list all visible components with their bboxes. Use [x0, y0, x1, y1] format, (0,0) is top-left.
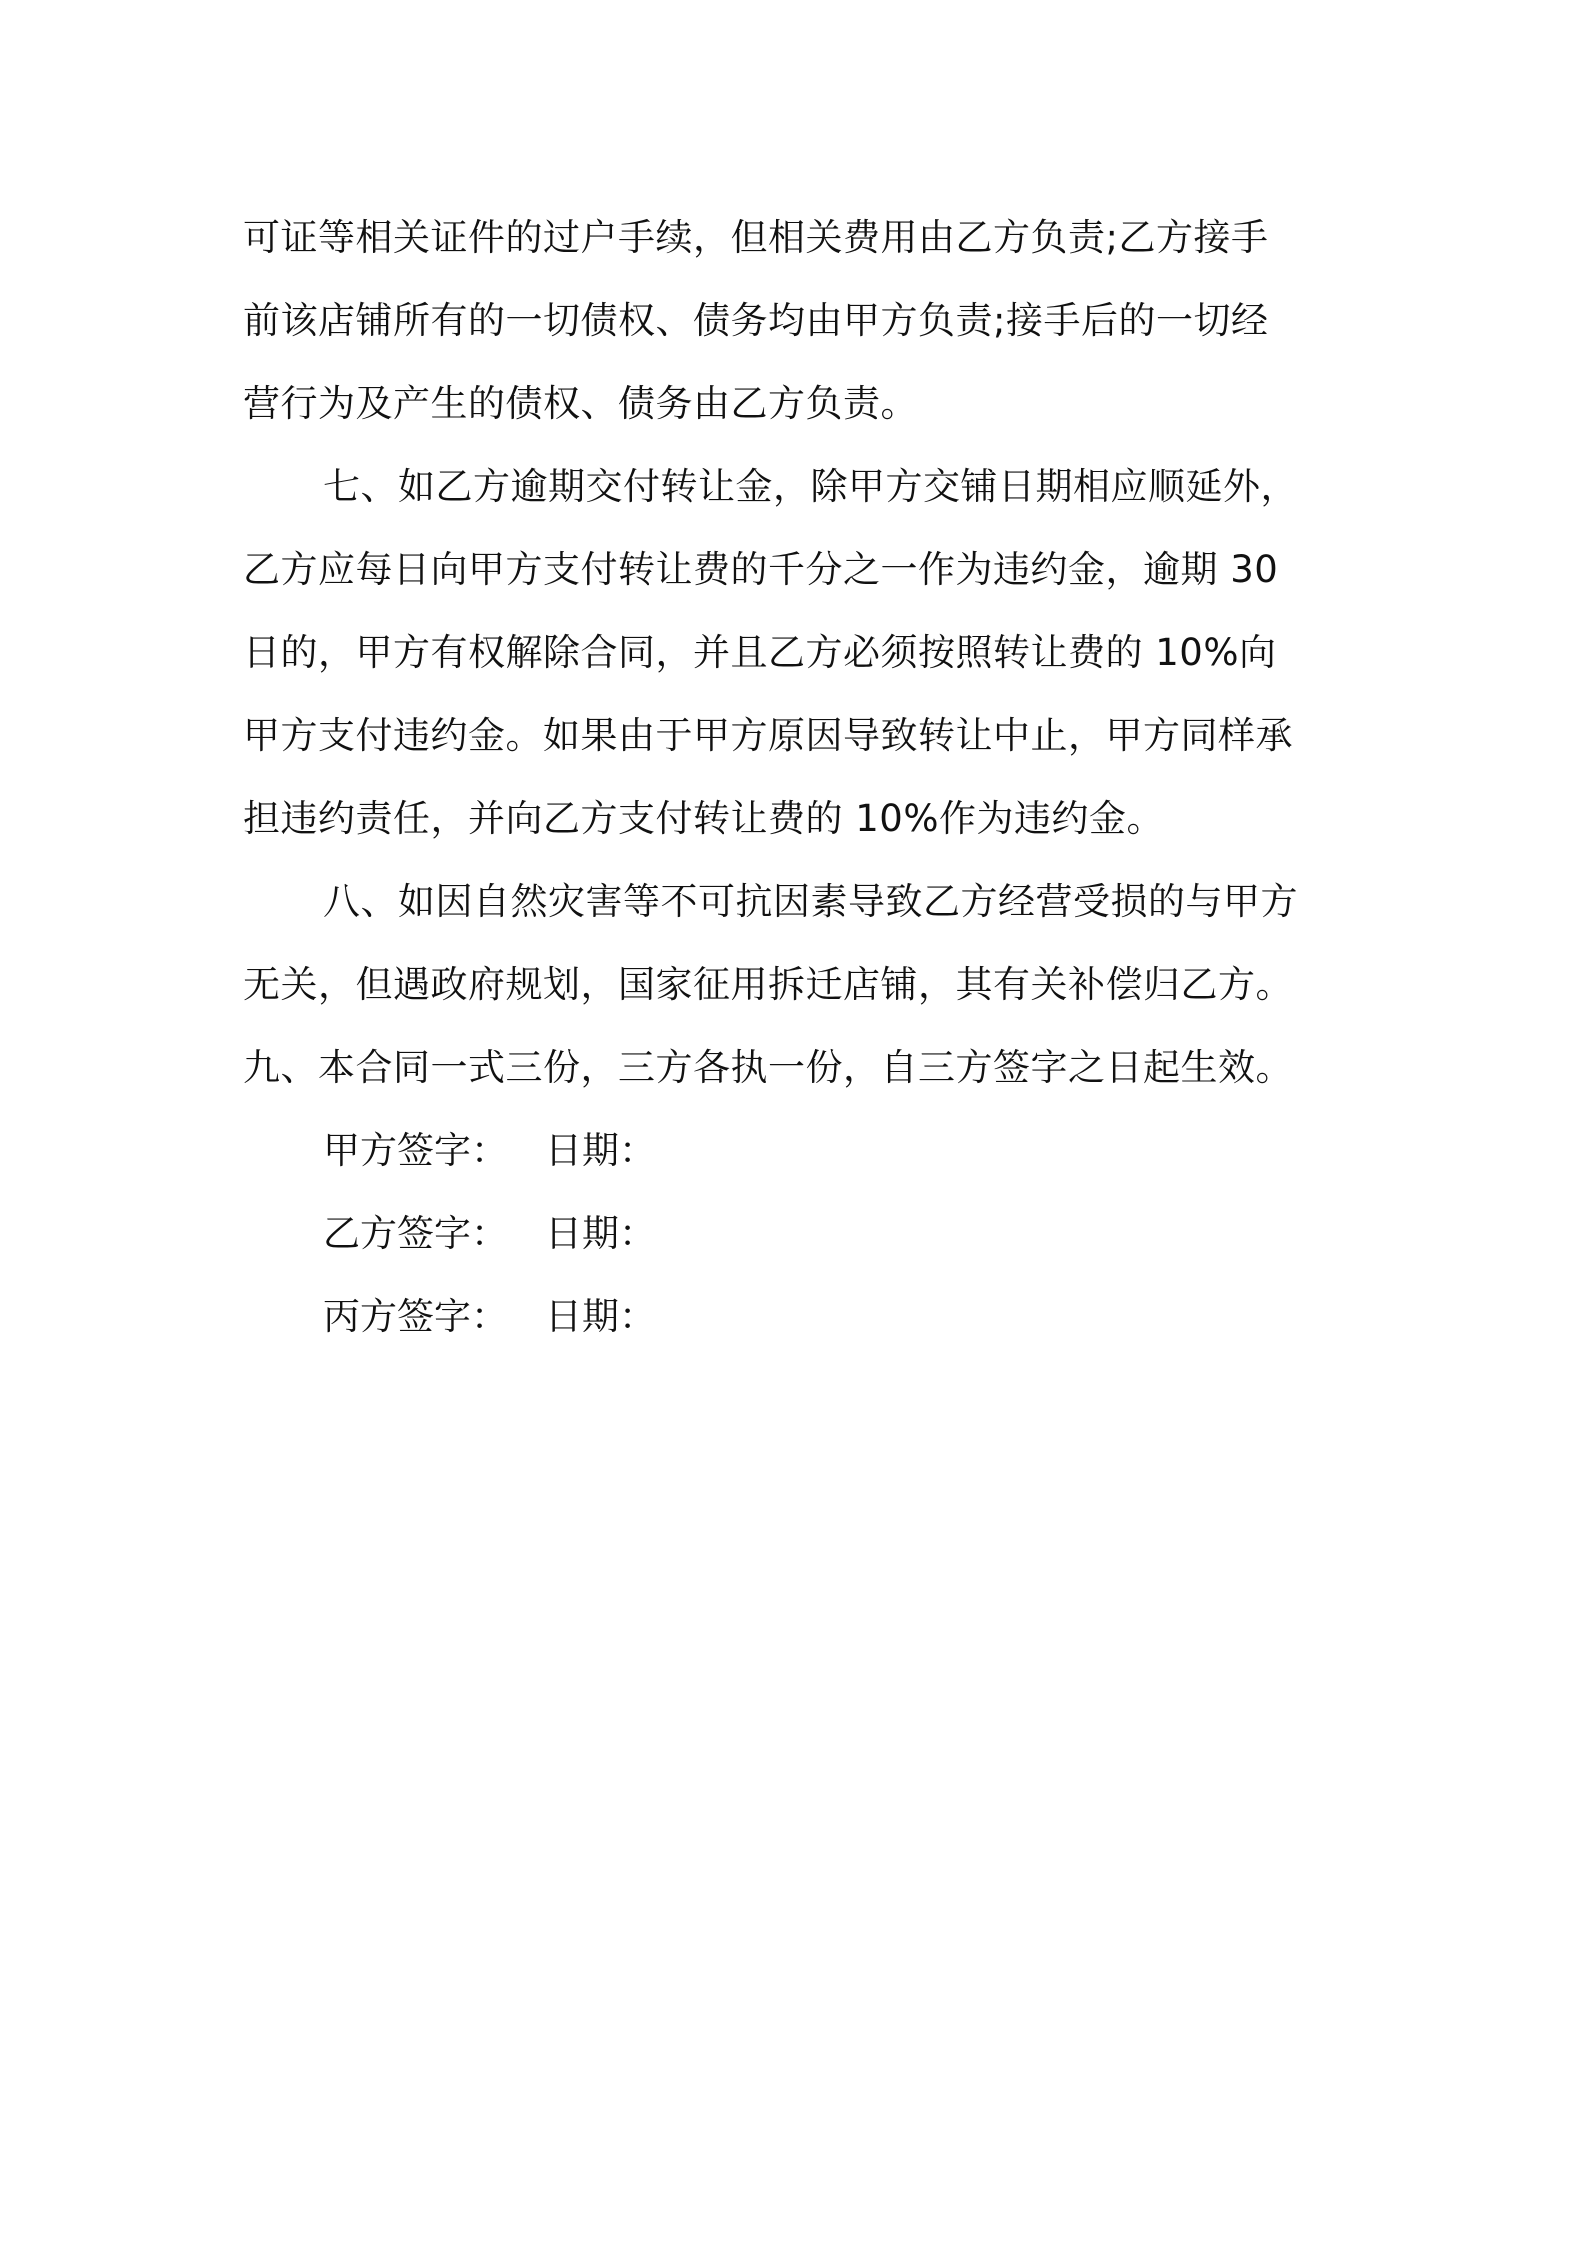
paragraph-line: 可证等相关证件的过户手续，但相关费用由乙方负责;乙方接手	[243, 216, 1269, 259]
date-label: 日期：	[545, 1295, 656, 1338]
paragraph-line: 担违约责任，并向乙方支付转让费的 10%作为违约金。	[243, 797, 1164, 840]
paragraph-line: 前该店铺所有的一切债权、债务均由甲方负责;接手后的一切经	[243, 299, 1269, 342]
signature-label: 乙方签字：	[323, 1212, 508, 1255]
date-label: 日期：	[545, 1129, 656, 1172]
signature-label: 丙方签字：	[323, 1295, 508, 1338]
signature-label: 甲方签字：	[323, 1129, 508, 1172]
paragraph-line: 乙方应每日向甲方支付转让费的千分之一作为违约金，逾期 30	[243, 548, 1279, 591]
signature-row-party-b	[243, 1192, 1358, 1275]
document-body	[243, 196, 1358, 1358]
paragraph-line: 甲方支付违约金。如果由于甲方原因导致转让中止，甲方同样承	[243, 714, 1293, 757]
date-label: 日期：	[545, 1212, 656, 1255]
paragraph-line: 无关，但遇政府规划，国家征用拆迁店铺，其有关补偿归乙方。	[243, 963, 1293, 1006]
clause-nine-line: 九、本合同一式三份，三方各执一份，自三方签字之日起生效。	[243, 1046, 1293, 1089]
paragraph-line: 营行为及产生的债权、债务由乙方负责。	[243, 382, 918, 425]
clause-seven-line: 七、如乙方逾期交付转让金，除甲方交铺日期相应顺延外，	[323, 465, 1298, 508]
clause-eight-line: 八、如因自然灾害等不可抗因素导致乙方经营受损的与甲方	[323, 880, 1298, 923]
paragraph-line: 日的，甲方有权解除合同，并且乙方必须按照转让费的 10%向	[243, 631, 1277, 674]
signature-row-party-c	[243, 1275, 1358, 1358]
signature-row-party-a	[243, 1109, 1358, 1192]
